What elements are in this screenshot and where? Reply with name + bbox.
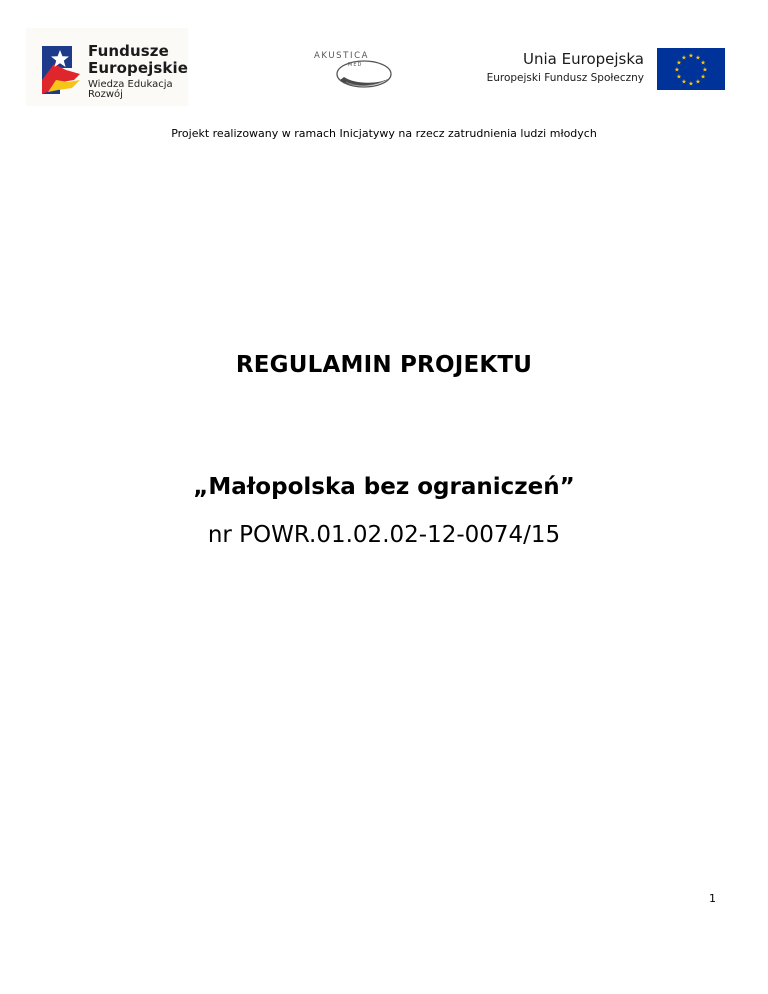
project-number: nr POWR.01.02.02-12-0074/15: [207, 522, 561, 548]
akustica-med-logo: [310, 50, 396, 92]
svg-text:★: ★: [674, 66, 680, 74]
eu-logo-subtitle: Europejski Fundusz Społeczny: [486, 72, 644, 84]
fe-logo-line3: Wiedza Edukacja Rozwój: [88, 79, 173, 100]
svg-text:★: ★: [688, 80, 694, 88]
fundusze-europejskie-logo: [26, 28, 188, 106]
page-number: 1: [709, 892, 716, 905]
akustica-logo-name: AKUSTICA: [314, 51, 370, 61]
project-funding-line: Projekt realizowany w ramach Inicjatywy na rzecz zatrudnienia ludzi młodych: [171, 127, 597, 140]
eu-logo-title: Unia Europejska: [523, 50, 644, 68]
eu-flag-icon: [657, 48, 725, 90]
akustica-logo-sub: MED: [348, 62, 363, 68]
fe-logo-line1: Fundusze: [88, 42, 169, 60]
document-title: REGULAMIN PROJEKTU: [235, 352, 533, 378]
svg-text:★: ★: [695, 78, 701, 86]
svg-text:★: ★: [681, 78, 687, 86]
svg-text:★: ★: [681, 54, 687, 62]
svg-text:★: ★: [695, 54, 701, 62]
svg-text:★: ★: [702, 66, 708, 74]
svg-text:★: ★: [676, 73, 682, 81]
fe-logo-line2: Europejskie: [88, 59, 188, 77]
eu-logo-text: [487, 51, 644, 85]
svg-text:★: ★: [700, 59, 706, 67]
fe-star-emblem-icon: [40, 40, 84, 96]
svg-text:★: ★: [676, 59, 682, 67]
svg-text:★: ★: [688, 52, 694, 60]
svg-text:★: ★: [700, 73, 706, 81]
project-name: „Małopolska bez ograniczeń”: [193, 474, 575, 500]
